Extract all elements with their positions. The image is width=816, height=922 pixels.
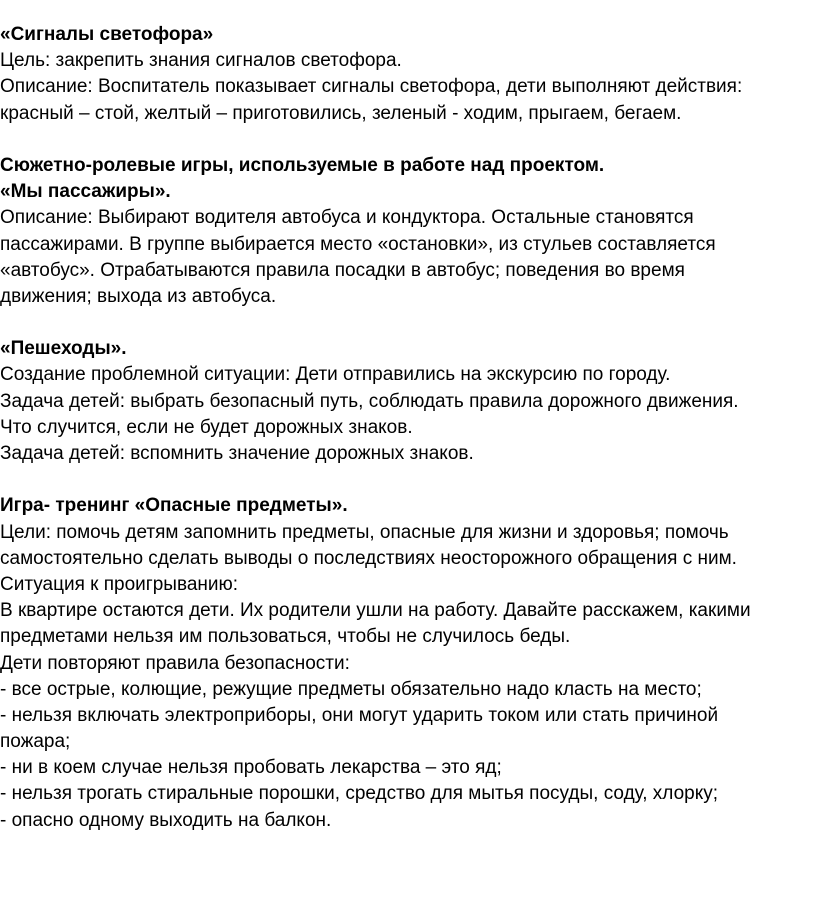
list-item-continuation: пожара; xyxy=(0,731,71,753)
paragraph-line: Создание проблемной ситуации: Дети отправились на экскурсию по городу. xyxy=(0,364,671,386)
paragraph-gap xyxy=(0,310,812,336)
section-title: Игра- тренинг «Опасные предметы». xyxy=(0,495,348,517)
section-traffic-light-signals xyxy=(0,22,812,127)
paragraph-line: Дети повторяют правила безопасности: xyxy=(0,652,350,674)
paragraph-gap xyxy=(0,127,812,153)
section-pedestrians xyxy=(0,336,812,467)
paragraph-line: Описание: Выбирают водителя автобуса и кондуктора. Остальные становятся xyxy=(0,207,694,229)
list-item: - нельзя трогать стиральные порошки, средство для мытья посуды, соду, хлорку; xyxy=(0,783,719,805)
section-title: «Пешеходы». xyxy=(0,338,127,360)
document-page xyxy=(0,22,812,834)
paragraph-line: самостоятельно сделать выводы о последствиях неосторожного обращения с ним. xyxy=(0,547,737,569)
section-title: «Сигналы светофора» xyxy=(0,24,214,45)
paragraph-line: Цель: закрепить знания сигналов светофора. xyxy=(0,50,402,72)
paragraph-line: пассажирами. В группе выбирается место «остановки», из стульев составляется xyxy=(0,233,716,255)
paragraph-line: Задача детей: выбрать безопасный путь, соблюдать правила дорожного движения. xyxy=(0,390,739,412)
list-item: - опасно одному выходить на балкон. xyxy=(0,809,332,831)
paragraph-line: предметами нельзя им пользоваться, чтобы не случилось беды. xyxy=(0,626,571,648)
paragraph-line: движения; выхода из автобуса. xyxy=(0,285,277,307)
list-item: - все острые, колющие, режущие предметы обязательно надо класть на место; xyxy=(0,678,702,700)
paragraph-line: Задача детей: вспомнить значение дорожных знаков. xyxy=(0,443,474,464)
section-we-are-passengers xyxy=(0,153,812,310)
section-title: «Мы пассажиры». xyxy=(0,181,171,203)
paragraph-line: В квартире остаются дети. Их родители ушли на работу. Давайте расскажем, какими xyxy=(0,600,751,622)
paragraph-line: Цели: помочь детям запомнить предметы, опасные для жизни и здоровья; помочь xyxy=(0,521,729,543)
paragraph-line: Ситуация к проигрыванию: xyxy=(0,573,239,595)
paragraph-line: красный – стой, желтый – приготовились, зеленый - ходим, прыгаем, бегаем. xyxy=(0,102,682,124)
paragraph-line: Что случится, если не будет дорожных знаков. xyxy=(0,416,413,438)
section-heading: Сюжетно-ролевые игры, используемые в работе над проектом. xyxy=(0,154,605,176)
paragraph-gap xyxy=(0,467,812,493)
list-item: - ни в коем случае нельзя пробовать лекарства – это яд; xyxy=(0,757,502,779)
list-item: - нельзя включать электроприборы, они могут ударить током или стать причиной xyxy=(0,704,719,726)
section-dangerous-objects xyxy=(0,493,812,833)
paragraph-line: «автобус». Отрабатываются правила посадки в автобус; поведения во время xyxy=(0,259,685,281)
paragraph-line: Описание: Воспитатель показывает сигналы светофора, дети выполняют действия: xyxy=(0,76,743,98)
